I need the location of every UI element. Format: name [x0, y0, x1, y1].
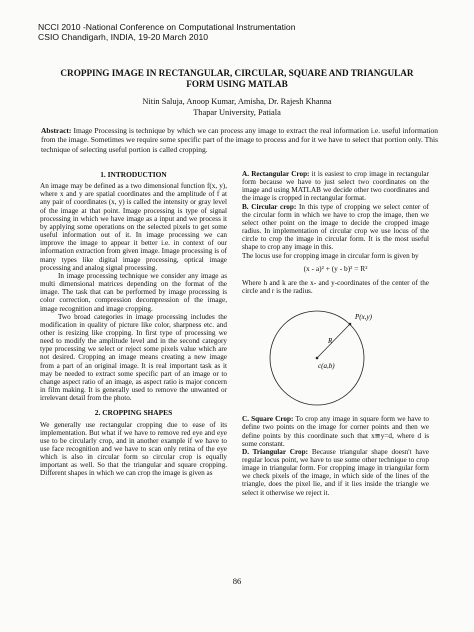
center-point	[316, 357, 319, 360]
square-crop-paragraph	[242, 415, 429, 448]
intro-paragraph-2: In image processing technique we consider any image as multi dimensional matrices depending on the format of the image. The task that can be performed by image processing is color correction, compression decompression of the image, image recognition and image cropping.	[40, 271, 227, 313]
circle-formula: (x - a)² + (y - b)² = R²	[303, 263, 368, 273]
cropping-shapes-heading: 2. CROPPING SHAPES	[94, 408, 173, 418]
center-label: c(a,b)	[318, 362, 335, 371]
cropping-shapes-paragraph: We generally use rectangular cropping due to ease of its implementation. But what if we have to remove red eye and eye use to be circularly crop, and in another example if we have to use face recognition and we have to scan only retina of the eye which is also in circular form so circular crop is equally important as well. So that the triangular and square cropping. Different shapes in which we can crop the image is given as	[40, 420, 227, 478]
radius-line	[317, 324, 350, 358]
rectangular-crop-label: A. Rectangular Crop:	[242, 170, 310, 178]
rectangular-crop-text: it is easiest to crop image in rectangular form because we have to just select two coordinates on the image and using MATLAB we decide other two coordinates and the image is cropped in rectangular format.	[242, 170, 429, 203]
square-crop-text: To crop any image in square form we have to define two points on the image for corner points and then we define points by this coordinate such that x≅y=d, where d is some constant.	[242, 415, 430, 448]
abstract	[41, 126, 438, 154]
author-affiliation: Thapar University, Patiala	[193, 107, 281, 117]
abstract-label: Abstract:	[41, 126, 72, 135]
left-column	[40, 170, 227, 478]
conference-header	[38, 22, 295, 42]
locus-paragraph: The locus use for cropping image in circular form is given by	[242, 251, 419, 260]
triangular-crop-paragraph	[242, 448, 429, 497]
circumference-point	[349, 323, 352, 326]
triangular-crop-label: D. Triangular Crop:	[242, 447, 309, 456]
intro-paragraph-1: An image may be defined as a two dimensional function f(x, y), where x and y are spatial coordinates and the amplitude of f at any pair of coordinates (x, y) is called the intensity or gray level of the image at that point. Image processing is type of signal processing in which we have image as a input and we process it by applying some operations on the selected pixels to get some useful information out of it. In image processing we can improve the image to appear it better i.e. in context of our information extraction from given image. Image processing is of many types like digital image processing, optical image processing and analog signal processing.	[40, 182, 227, 272]
paper-title-line-2: FORM USING MATLAB	[186, 79, 288, 89]
circular-crop-text: In this type of cropping we select center of the circular form in which we have to crop the image, then we select other point on the image to decide the cropped image radius. In implementation of circular crop we use locus of the circle to crop the image in circular form. It is the most useful shape to crop any image in this.	[242, 202, 429, 252]
circular-crop-label: B. Circular crop:	[242, 202, 297, 211]
circular-crop-paragraph	[242, 203, 429, 252]
point-label: P(x,y)	[355, 313, 372, 322]
radius-label: R	[328, 337, 333, 346]
page-number: 86	[232, 576, 242, 586]
triangular-crop-text: Because triangular shape doesn't have regular locus point, we have to use some other technique to crop image in triangular form. For cropping image in triangular form we check pixels of the image, in which side of the lines of the triangle, does the pixel lie, and if it lies inside the triangle we select it otherwise we reject it.	[242, 447, 429, 497]
conference-line-2: CSIO Chandigarh, INDIA, 19-20 March 2010	[38, 32, 209, 42]
introduction-heading: 1. INTRODUCTION	[100, 170, 167, 179]
conference-line-1: NCCI 2010 -National Conference on Computational Instrumentation	[38, 22, 296, 32]
intro-paragraph-3: Two broad categories in image processing includes the modification in quality of picture like color, sharpness etc. and other is resizing like cropping. In first type of processing we need to modify the amplitude level and in the second category type processing we select or reject some pixels value which are not desired. Cropping an image means creating a new image from a part of an original image. It is real important task as it may be needed to extract some specific part of an image or to change aspect ratio of an image, as aspect ratio is major concern in film making. It is generally used to remove the unwanted or irrelevant detail from the photo.	[40, 312, 227, 403]
square-crop-label: C. Square Crop:	[242, 415, 294, 424]
abstract-text: Image Processing is technique by which we can process any image to extract the real information i.e. useful information from the image. Sometimes we require some specific part of the image to process and for it we have to select that portion only. This technique of selecting useful portion is called cropping.	[41, 126, 438, 154]
right-column	[242, 170, 429, 497]
paper-title	[30, 68, 444, 90]
author-names: Nitin Saluja, Anoop Kumar, Amisha, Dr. Rajesh Khanna	[142, 97, 332, 106]
circle-figure	[252, 301, 412, 411]
where-paragraph: Where h and k are the x- and y-coordinates of the center of the circle and r is the radius.	[242, 278, 429, 296]
rectangular-crop-paragraph	[242, 170, 429, 203]
author-block	[60, 97, 414, 118]
paper-title-line-1: CROPPING IMAGE IN RECTANGULAR, CIRCULAR, SQUARE AND TRIANGULAR	[60, 68, 414, 78]
